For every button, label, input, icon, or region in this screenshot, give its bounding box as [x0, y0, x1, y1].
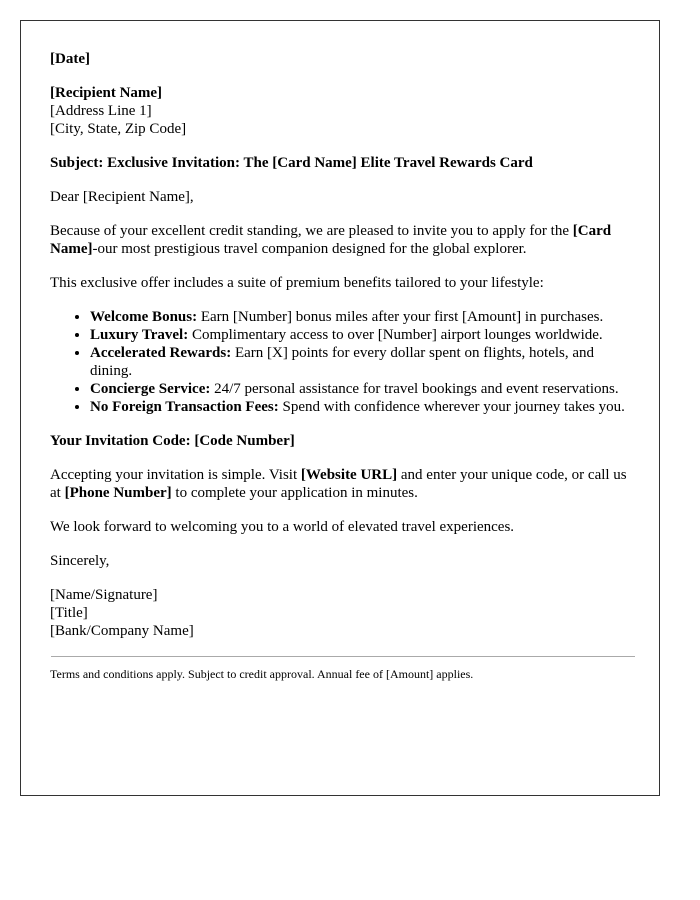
benefit-text: Earn [X] points for every dollar spent on flights, hotels, and dining.	[90, 345, 595, 379]
benefit-title: Luxury Travel:	[90, 327, 189, 343]
intro-card-name: [Card Name]	[50, 223, 612, 257]
benefit-item	[90, 344, 635, 380]
benefit-text: Complimentary access to over [Number] airport lounges worldwide.	[188, 327, 603, 343]
closing-paragraph: We look forward to welcoming you to a world of elevated travel experiences.	[50, 519, 515, 535]
benefit-item	[90, 326, 635, 344]
letter-page	[20, 20, 660, 796]
benefit-text: Earn [Number] bonus miles after your first [Amount] in purchases.	[197, 309, 604, 325]
intro-text-1: Because of your excellent credit standing, we are pleased to invite you to apply for the	[50, 223, 569, 239]
letter-date: [Date]	[50, 51, 90, 67]
accept-text-2: and enter your unique code, or call us at	[50, 467, 627, 501]
recipient-address-line-1: [Address Line 1]	[50, 103, 152, 119]
accept-paragraph	[50, 466, 635, 502]
letter-greeting: Dear [Recipient Name],	[50, 189, 194, 205]
letter-subject: Subject: Exclusive Invitation: The [Card Name] Elite Travel Rewards Card	[50, 155, 533, 171]
benefit-title: Accelerated Rewards:	[90, 345, 232, 361]
signature-company: [Bank/Company Name]	[50, 623, 194, 639]
recipient-block	[50, 84, 635, 138]
invitation-code: Your Invitation Code: [Code Number]	[50, 433, 295, 449]
benefits-list	[50, 308, 635, 416]
terms-footer: Terms and conditions apply. Subject to credit approval. Annual fee of [Amount] applies.	[50, 667, 474, 681]
website-url: [Website URL]	[300, 467, 398, 483]
benefit-title: No Foreign Transaction Fees:	[90, 399, 279, 415]
accept-text-3: to complete your application in minutes.	[171, 485, 418, 501]
recipient-name: [Recipient Name]	[50, 85, 163, 101]
sign-off: Sincerely,	[50, 553, 110, 569]
recipient-city-state-zip: [City, State, Zip Code]	[50, 121, 187, 137]
phone-number: [Phone Number]	[64, 485, 172, 501]
signature-title: [Title]	[50, 605, 88, 621]
benefit-text: 24/7 personal assistance for travel bookings and event reservations.	[210, 381, 619, 397]
intro-paragraph	[50, 222, 635, 258]
benefit-title: Concierge Service:	[90, 381, 211, 397]
benefit-item	[90, 308, 635, 326]
benefit-text: Spend with confidence wherever your journey takes you.	[278, 399, 625, 415]
benefit-item	[90, 380, 635, 398]
accept-text-1: Accepting your invitation is simple. Visit	[50, 467, 301, 483]
signature-block	[50, 586, 635, 640]
signature-name: [Name/Signature]	[50, 587, 158, 603]
benefit-item	[90, 398, 635, 416]
footer-divider	[51, 656, 635, 657]
letter-body	[50, 50, 635, 681]
offer-intro: This exclusive offer includes a suite of premium benefits tailored to your lifestyle:	[50, 275, 544, 291]
benefit-title: Welcome Bonus:	[90, 309, 198, 325]
intro-text-2: -our most prestigious travel companion designed for the global explorer.	[92, 241, 527, 257]
